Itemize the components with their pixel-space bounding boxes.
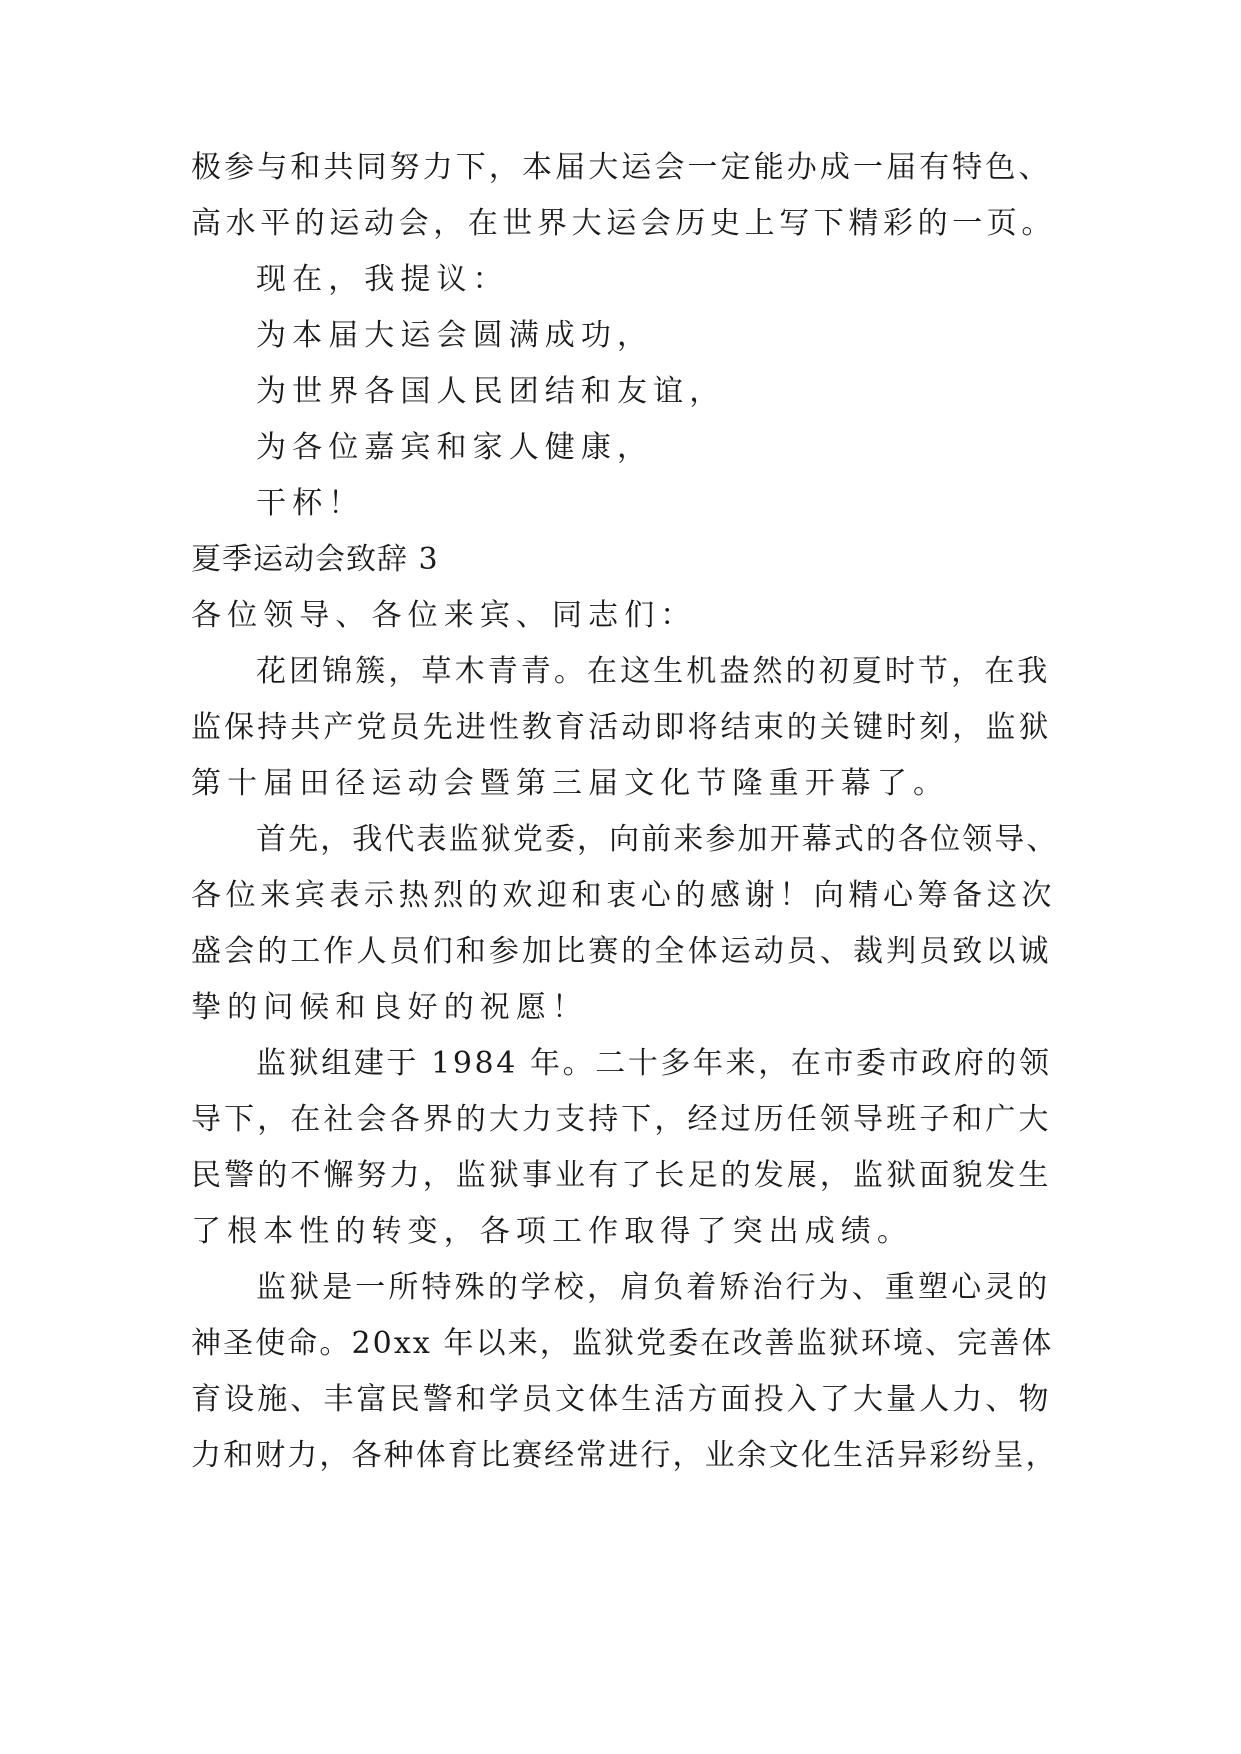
paragraph-line: 力和财力，各种体育比赛经常进行，业余文化生活异彩纷呈， — [191, 1438, 1058, 1473]
paragraph-line: 首先，我代表监狱党委，向前来参加开幕式的各位领导、 — [256, 822, 1059, 857]
paragraph-line: 盛会的工作人员们和参加比赛的全体运动员、裁判员致以诚 — [191, 934, 1052, 969]
paragraph-line: 为各位嘉宾和家人健康， — [256, 430, 654, 465]
paragraph-line: 导下，在社会各界的大力支持下，经过历任领导班子和广大 — [191, 1102, 1052, 1137]
paragraph-line: 神圣使命。20xx 年以来，监狱党委在改善监狱环境、完善体 — [191, 1326, 1054, 1361]
paragraph-line: 各位来宾表示热烈的欢迎和衷心的感谢！向精心筹备这次 — [191, 878, 1056, 913]
salutation: 各位领导、各位来宾、同志们： — [191, 598, 697, 633]
paragraph-line: 监狱是一所特殊的学校，肩负着矫治行为、重塑心灵的 — [256, 1270, 1051, 1305]
paragraph-line: 监狱组建于 1984 年。二十多年来，在市委市政府的领 — [256, 1046, 1052, 1081]
paragraph-line: 高水平的运动会，在世界大运会历史上写下精彩的一页。 — [191, 206, 1056, 241]
paragraph-line: 现在，我提议： — [256, 262, 509, 297]
paragraph-line: 为世界各国人民团结和友谊， — [256, 374, 726, 409]
section-heading: 夏季运动会致辞 3 — [191, 542, 439, 577]
paragraph-line: 极参与和共同努力下，本届大运会一定能办成一届有特色、 — [191, 150, 1052, 185]
paragraph-line: 花团锦簇，草木青青。在这生机盎然的初夏时节，在我 — [256, 654, 1051, 689]
paragraph-line: 挚的问候和良好的祝愿！ — [191, 990, 589, 1025]
paragraph-line: 第十届田径运动会暨第三届文化节隆重开幕了。 — [191, 766, 950, 801]
paragraph-line: 干杯！ — [256, 486, 365, 521]
paragraph-line: 为本届大运会圆满成功， — [256, 318, 654, 353]
paragraph-line: 监保持共产党员先进性教育活动即将结束的关键时刻，监狱 — [191, 710, 1052, 745]
paragraph-line: 民警的不懈努力，监狱事业有了长足的发展，监狱面貌发生 — [191, 1158, 1052, 1193]
paragraph-line: 育设施、丰富民警和学员文体生活方面投入了大量人力、物 — [191, 1382, 1052, 1417]
paragraph-line: 了根本性的转变，各项工作取得了突出成绩。 — [191, 1214, 913, 1249]
